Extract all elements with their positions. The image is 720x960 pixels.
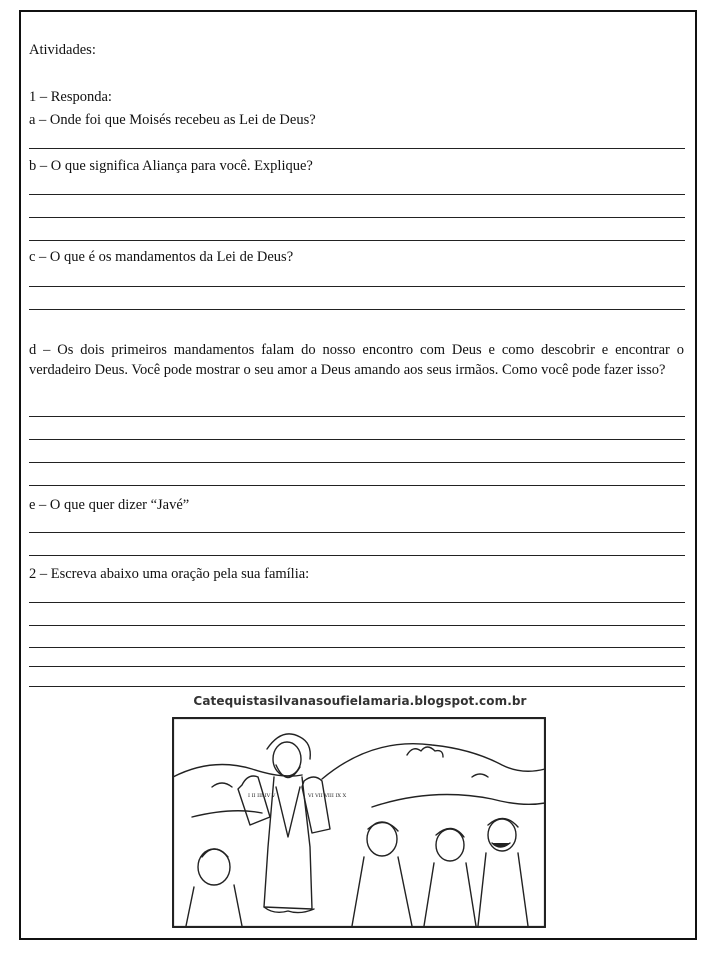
question-a: a – Onde foi que Moisés recebeu as Lei de Deus? — [29, 112, 316, 128]
answer-line — [29, 555, 685, 556]
bush — [407, 747, 443, 757]
answer-line — [29, 194, 685, 195]
answer-line — [29, 666, 685, 667]
answer-line — [29, 532, 685, 533]
blog-url: Catequistasilvanasoufielamaria.blogspot.com.br — [193, 694, 527, 708]
person-right-1 — [424, 828, 476, 926]
answer-line — [29, 416, 685, 417]
moses-figure — [264, 734, 314, 913]
question-1-heading: 1 – Responda: — [29, 89, 112, 105]
tablet-right-numerals: VI VII VIII IX X — [308, 793, 347, 799]
answer-line — [29, 686, 685, 687]
moses-tablets-illustration — [172, 717, 546, 928]
answer-line — [29, 602, 685, 603]
answer-line — [29, 485, 685, 486]
answer-line — [29, 240, 685, 241]
question-e: e – O que quer dizer “Javé” — [29, 497, 190, 513]
question-d: d – Os dois primeiros mandamentos falam do nosso encontro com Deus e como descobrir e encontrar o verdadeiro Deus. Você pode mostrar o seu amor a Deus amando aos seus irmãos. Como você pode fazer isso? — [29, 342, 684, 378]
answer-line — [29, 217, 685, 218]
answer-line — [29, 462, 685, 463]
answer-line — [29, 625, 685, 626]
answer-line — [29, 309, 685, 310]
person-center — [352, 822, 412, 926]
question-b: b – O que significa Aliança para você. Explique? — [29, 158, 313, 174]
hill-lower-left — [192, 811, 262, 817]
answer-line — [29, 148, 685, 149]
tablet-left-numerals: I II III IV V — [248, 793, 276, 799]
worksheet-title: Atividades: — [29, 42, 96, 58]
hill-mid — [372, 795, 545, 808]
answer-line — [29, 647, 685, 648]
person-bottom-left — [186, 849, 242, 926]
question-2: 2 – Escreva abaixo uma oração pela sua família: — [29, 566, 310, 582]
illustration-frame — [173, 718, 545, 927]
question-c: c – O que é os mandamentos da Lei de Deus? — [29, 249, 294, 265]
person-right-2 — [478, 818, 528, 926]
stone-tablets — [238, 776, 330, 833]
answer-line — [29, 286, 685, 287]
answer-line — [29, 439, 685, 440]
